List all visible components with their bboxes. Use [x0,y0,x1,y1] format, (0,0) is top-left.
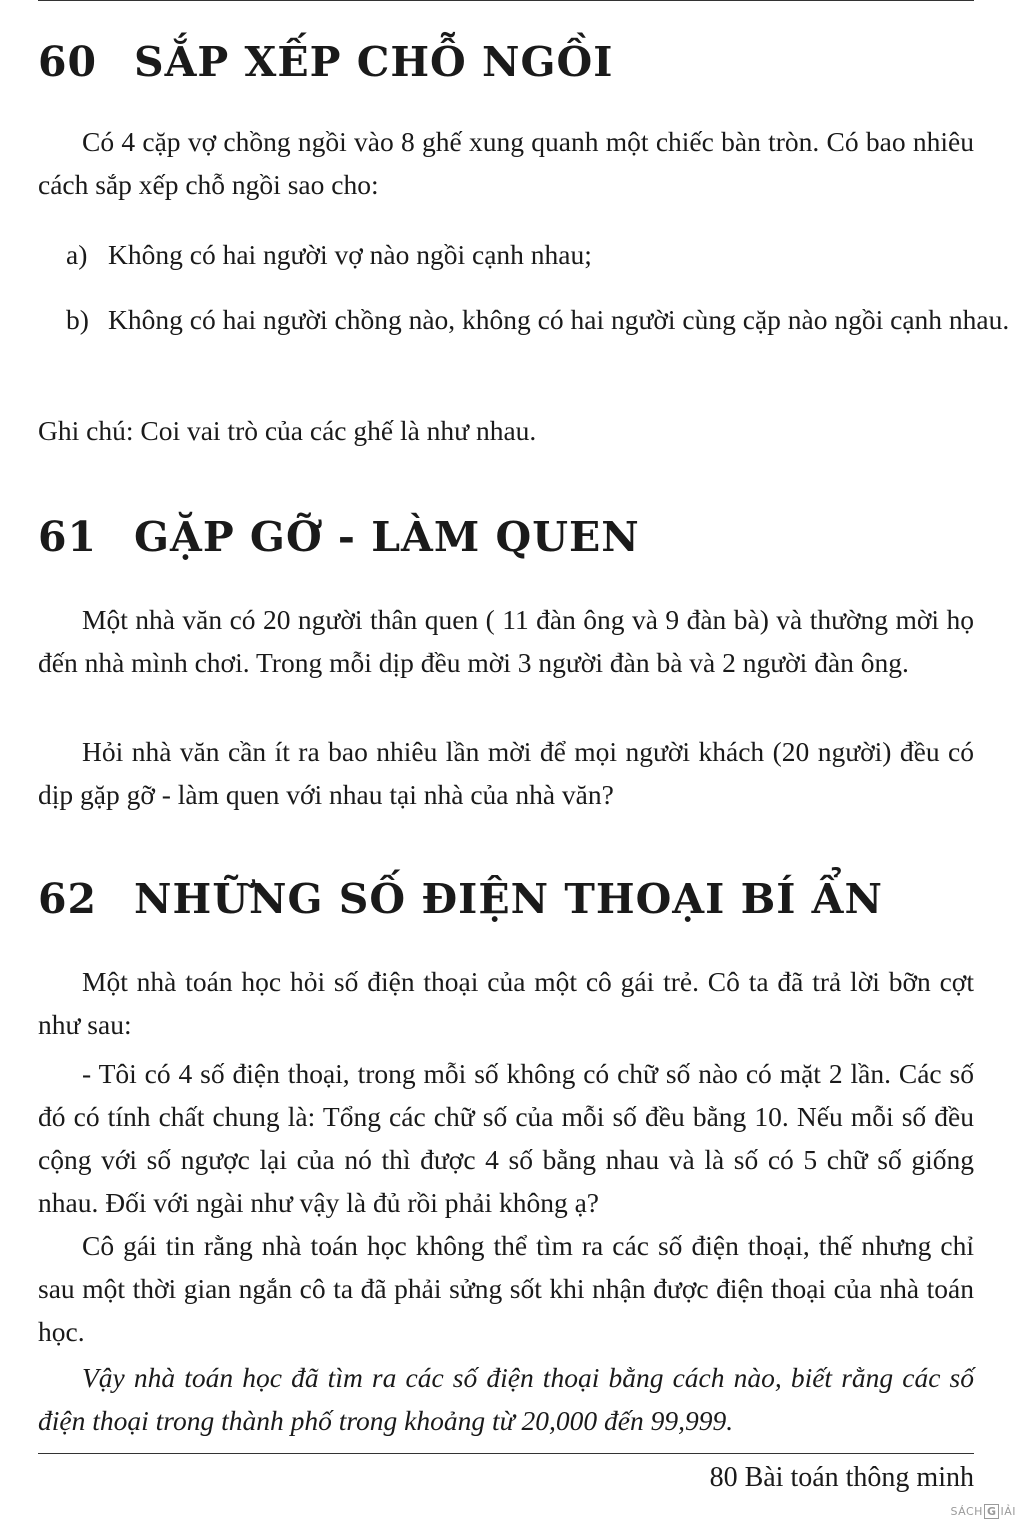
section-62-paragraph-2: - Tôi có 4 số điện thoại, trong mỗi số không có chữ số nào có mặt 2 lần. Các số đó có tính chất chung là: Tổng các chữ số của mỗi số đều bằng 10. Nếu mỗi số đều cộng với số ngược lại của nó thì được 4 số bằng nhau và là số có 5 chữ số giống nhau. Đối với ngài như vậy là đủ rồi phải không ạ? [38,1058,974,1218]
section-title-text: SẮP XẾP CHỖ NGỒI [134,38,614,86]
watermark-text-left: SÁCH [950,1505,983,1518]
section-number: 62 [38,875,98,923]
section-title-text: NHỮNG SỐ ĐIỆN THOẠI BÍ ẨN [134,875,883,923]
watermark-logo [950,1504,1016,1519]
section-61-paragraph-2: Hỏi nhà văn cần ít ra bao nhiêu lần mời để mọi người khách (20 người) đều có dịp gặp gỡ - làm quen với nhau tại nhà của nhà văn? [38,736,974,810]
list-item-text: Không có hai người vợ nào ngồi cạnh nhau; [108,239,592,270]
list-marker: b) [66,304,89,335]
section-61-title [38,513,640,561]
watermark-text-right: IẢI [1000,1505,1016,1518]
section-number: 61 [38,513,98,561]
list-item-b [66,299,1016,340]
section-62-paragraph-1: Một nhà toán học hỏi số điện thoại của một cô gái trẻ. Cô ta đã trả lời bỡn cợt như sau: [38,966,974,1040]
section-60-intro: Có 4 cặp vợ chồng ngồi vào 8 ghế xung quanh một chiếc bàn tròn. Có bao nhiêu cách sắp xếp chỗ ngồi sao cho: [38,126,974,200]
watermark-box-letter: G [984,1504,1000,1519]
section-62-title [38,875,883,923]
top-rule [38,0,974,1]
page-footer: 80 Bài toán thông minh [709,1462,974,1493]
section-title-text: GẶP GỠ - LÀM QUEN [134,513,640,561]
section-60-note: Ghi chú: Coi vai trò của các ghế là như nhau. [38,415,537,446]
list-item-text: Không có hai người chồng nào, không có hai người cùng cặp nào ngồi cạnh nhau. [108,304,1010,335]
section-62-paragraph-3: Cô gái tin rằng nhà toán học không thể tìm ra các số điện thoại, thế nhưng chỉ sau một thời gian ngắn cô ta đã phải sửng sốt khi nhận được điện thoại của nhà toán học. [38,1230,974,1347]
bottom-rule [38,1453,974,1454]
section-60-title [38,38,613,86]
section-number: 60 [38,38,98,86]
list-marker: a) [66,239,88,270]
list-item-a [66,234,1016,275]
section-61-paragraph-1: Một nhà văn có 20 người thân quen ( 11 đàn ông và 9 đàn bà) và thường mời họ đến nhà mình chơi. Trong mỗi dịp đều mời 3 người đàn bà và 2 người đàn ông. [38,604,974,678]
section-62-question: Vậy nhà toán học đã tìm ra các số điện thoại bằng cách nào, biết rằng các số điện thoại trong thành phố trong khoảng từ 20,000 đến 99,999. [38,1362,974,1436]
